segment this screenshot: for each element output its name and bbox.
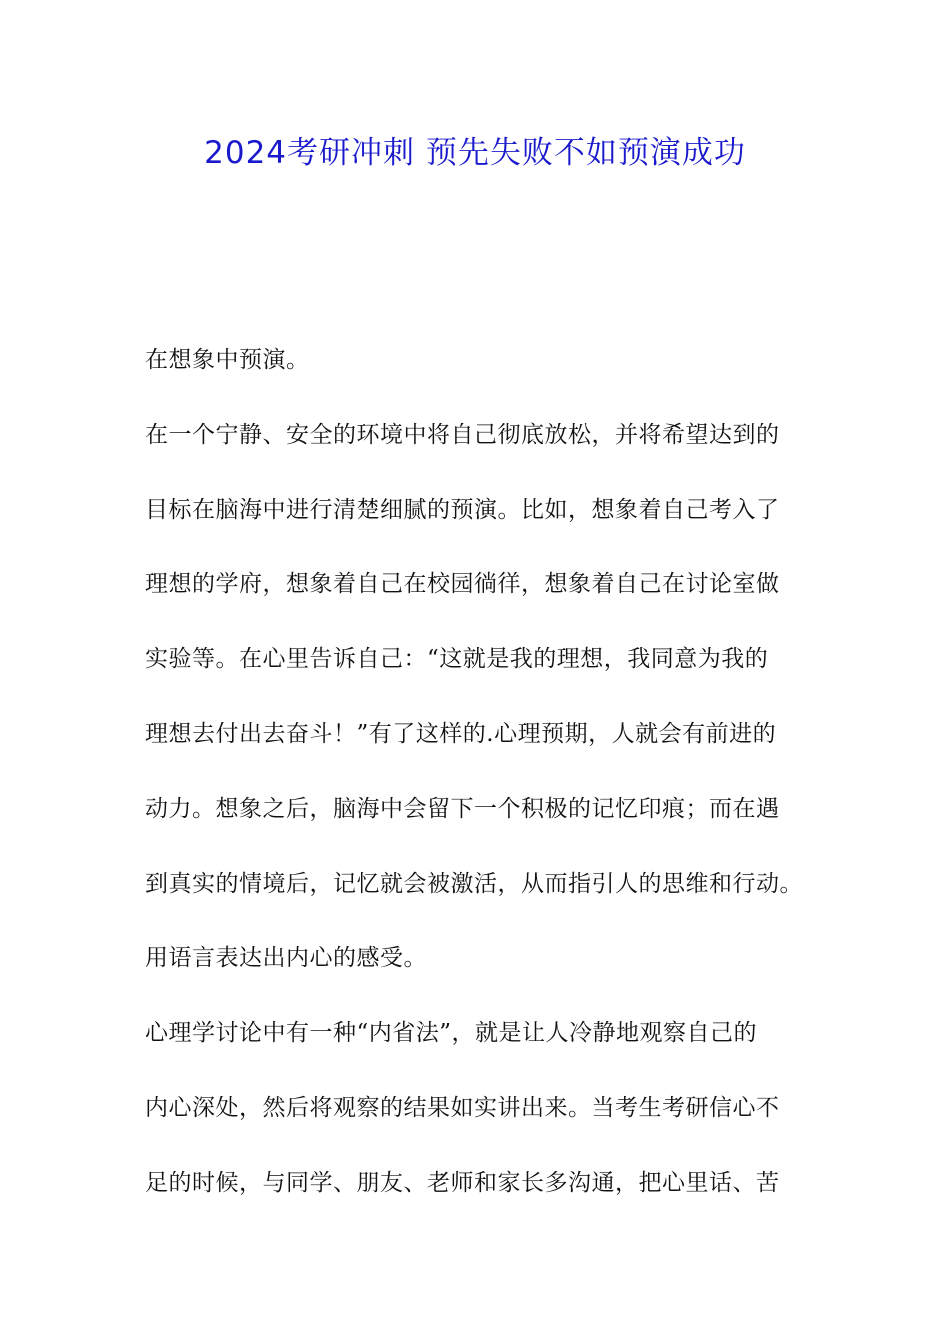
body-line: 实验等。在心里告诉自己：“这就是我的理想，我同意为我的 <box>145 646 769 673</box>
body-line: 目标在脑海中进行清楚细腻的预演。比如，想象着自己考入了 <box>145 496 780 523</box>
body-line: 动力。想象之后，脑海中会留下一个积极的记忆印痕；而在遇 <box>145 795 780 822</box>
document-body <box>145 337 815 1235</box>
body-line: 内心深处，然后将观察的结果如实讲出来。当考生考研信心不 <box>145 1094 780 1121</box>
body-line: 用语言表达出内心的感受。 <box>145 945 427 972</box>
body-line: 理想去付出去奋斗！”有了这样的.心理预期，人就会有前进的 <box>145 720 777 747</box>
body-line: 足的时候，与同学、朋友、老师和家长多沟通，把心里话、苦 <box>145 1169 780 1196</box>
body-line: 理想的学府，想象着自己在校园徜徉，想象着自己在讨论室做 <box>145 571 780 598</box>
body-line: 到真实的情境后，记忆就会被激活，从而指引人的思维和行动。 <box>145 870 803 897</box>
document-title: 2024考研冲刺 预先失败不如预演成功 <box>204 135 746 171</box>
body-line: 心理学讨论中有一种“内省法”，就是让人冷静地观察自己的 <box>145 1020 758 1047</box>
body-line: 在想象中预演。 <box>145 347 310 373</box>
body-line: 在一个宁静、安全的环境中将自己彻底放松，并将希望达到的 <box>145 421 780 448</box>
